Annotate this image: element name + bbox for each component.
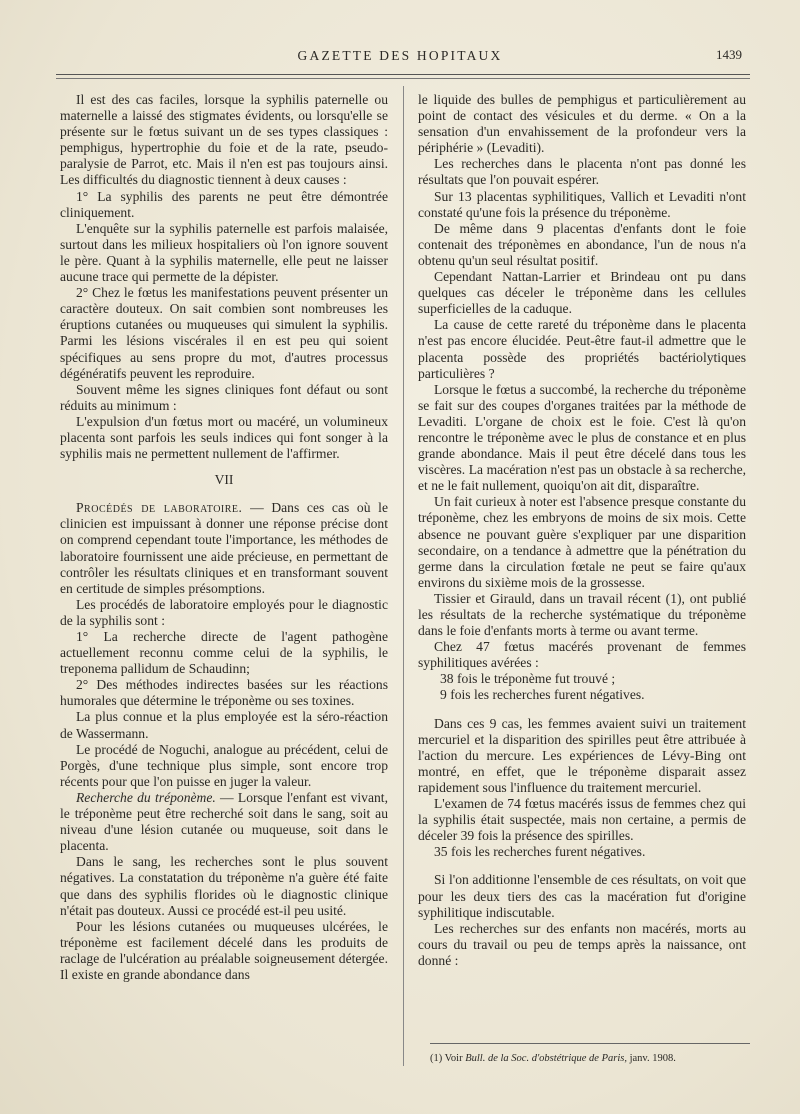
paragraph-text: — Lorsque l'enfant est vivant, le tréponème peut être recherché soit dans le sang, soit au niveau d'une lésion cutanée ou muqueuse, soit dans le placenta. [60, 789, 388, 854]
paragraph: L'enquête sur la syphilis paternelle est parfois malaisée, surtout dans les milieux hospitaliers où l'on ignore souvent le père. Quant à la syphilis maternelle, elle peut ne laisser aucune trace qui permette de la dépister. [60, 220, 388, 285]
paragraph: Tissier et Girauld, dans un travail récent (1), ont publié les résultats de la recherche systématique du tréponème dans le foie d'enfants morts à terme ou avant terme. [418, 590, 746, 639]
paragraph: Souvent même les signes cliniques font défaut ou sont réduits au minimum : [60, 381, 388, 413]
paragraph [60, 500, 388, 597]
paragraph: Un fait curieux à noter est l'absence presque constante du tréponème, chez les embryons de moins de six mois. Cette absence ne pouvant guère s'expliquer par une disparition secondaire, on a tendance à admettre que la pénétration du germe dans la circulation fœtale ne peut se faire qu'aux environs du sixième mois de la grossesse. [418, 494, 746, 590]
footnote-prefix: (1) Voir [430, 1053, 466, 1064]
section-heading: Procédés de laboratoire. [76, 500, 243, 516]
paragraph: Cependant Nattan-Larrier et Brindeau ont pu dans quelques cas déceler le tréponème dans les cellules superficielles de la caduque. [418, 269, 746, 317]
left-column [60, 92, 388, 983]
paragraph: La cause de cette rareté du tréponème dans le placenta n'est pas encore élucidée. Peut-être faut-il admettre que le placenta possède des propriétés bactériolytiques particulières ? [418, 317, 746, 381]
footnote-rule [430, 1043, 750, 1044]
paragraph: L'expulsion d'un fœtus mort ou macéré, un volumineux placenta sont parfois les seuls indices qui font songer à la syphilis mais ne permettent nullement de l'affirmer. [60, 413, 388, 462]
paragraph [60, 790, 388, 854]
paragraph: L'examen de 74 fœtus macérés issus de femmes chez qui la syphilis était suspectée, mais non certaine, a permis de déceler 39 fois la présence des spirilles. [418, 796, 746, 844]
list-item: 9 fois les recherches furent négatives. [440, 687, 645, 703]
footnote [430, 1052, 750, 1065]
page-header [50, 44, 750, 68]
paragraph: Il est des cas faciles, lorsque la syphilis paternelle ou maternelle a laissé des stigmates évidents, ou lorsqu'elle se présente sur le fœtus suivant un de ses types classiques : pemphigus, hypertrophie du foie et de la rate, pseudo-paralysie de Parrot, etc. Mais il n'en est pas toujours ainsi. Les difficultés du diagnostic tiennent à deux causes : [60, 92, 388, 188]
list-item: 35 fois les recherches furent négatives. [434, 844, 646, 860]
footnote-suffix: janv. 1908. [626, 1053, 676, 1064]
column-divider [403, 86, 404, 1066]
paragraph: Dans le sang, les recherches sont le plus souvent négatives. La constatation du tréponème n'a guère été faite que dans des syphilis florides où le diagnostic clinique n'était pas douteux. Aussi ce procédé est-il peu usité. [60, 854, 388, 918]
header-rule-secondary [56, 78, 750, 79]
paragraph: 1° La recherche directe de l'agent pathogène actuellement reconnu comme celui de la syphilis, le treponema pallidum de Schaudinn; [60, 629, 388, 677]
paragraph: Les recherches dans le placenta n'ont pas donné les résultats que l'on pouvait espérer. [418, 156, 746, 188]
subsection-heading: Recherche du tréponème. [76, 789, 216, 805]
paragraph: La plus connue et la plus employée est la séro-réaction de Wassermann. [60, 709, 388, 741]
right-column [418, 92, 746, 969]
paragraph: Si l'on additionne l'ensemble de ces résultats, on voit que pour les deux tiers des cas la macération fut d'origine syphilitique indiscutable. [418, 872, 746, 920]
paragraph: Sur 13 placentas syphilitiques, Vallich et Levaditi n'ont constaté qu'une fois la présence du tréponème. [418, 188, 746, 220]
paragraph: Les recherches sur des enfants non macérés, morts au cours du travail ou peu de temps après la naissance, ont donné : [418, 920, 746, 968]
paragraph: Lorsque le fœtus a succombé, la recherche du tréponème se fait sur des coupes d'organes traitées par la méthode de Levaditi. L'organe de choix est le foie. C'est là qu'on rencontre le tréponème avec le plus de constance et en plus grande abondance. Mais il peut être décelé dans tous les viscères. La macération n'est pas un obstacle à sa recherche, et ne le fait nullement, quoiqu'on ait dit, disparaître. [418, 381, 746, 494]
paragraph: le liquide des bulles de pemphigus et particulièrement au point de contact des vésicules et du derme. « On a la sensation d'un envahissement de la profondeur vers la périphérie » (Levaditi). [418, 92, 746, 156]
paragraph: 2° Des méthodes indirectes basées sur les réactions humorales que détermine le tréponème ou ses toxines. [60, 677, 388, 709]
paragraph-text: — Dans ces cas où le clinicien est impuissant à donner une réponse précise dont on comprend cependant toute l'importance, les méthodes de laboratoire fournissent une aide précieuse, en permettant de contrôler les résultats cliniques et en transformant souvent en certitude de simples présomptions. [60, 500, 388, 596]
paragraph: De même dans 9 placentas d'enfants dont le foie contenait des tréponèmes en abondance, l'un de nous n'a obtenu qu'un seul résultat positif. [418, 220, 746, 268]
paragraph: Chez 47 fœtus macérés provenant de femmes syphilitiques avérées : [418, 639, 746, 671]
running-title: GAZETTE DES HOPITAUX [297, 48, 503, 63]
paragraph: 1° La syphilis des parents ne peut être démontrée cliniquement. [60, 188, 388, 220]
paragraph: Dans ces 9 cas, les femmes avaient suivi un traitement mercuriel et la disparition des spirilles peut être attribuée à l'action du mercure. Les expériences de Lévy-Bing ont montré, en effet, que le tréponème disparait assez rapidement sous l'influence du traitement mercuriel. [418, 715, 746, 795]
page-number: 1439 [716, 47, 742, 62]
paragraph: Pour les lésions cutanées ou muqueuses ulcérées, le tréponème est facilement décelé dans les produits de raclage de l'ulcération au préalable soigneusement détergée. Il existe en grande abondance dans [60, 918, 388, 982]
paragraph: 2° Chez le fœtus les manifestations peuvent présenter un caractère douteux. On sait combien sont nombreuses les éruptions cutanées ou muqueuses qui simulent la syphilis. Parmi les lésions viscérales il en est peu qui soient spécifiques au sens propre du mot, d'autres processus dégénératifs peuvent les reproduire. [60, 285, 388, 381]
footnote-citation: Bull. de la Soc. d'obstétrique de Paris, [465, 1053, 627, 1064]
paragraph: Les procédés de laboratoire employés pour le diagnostic de la syphilis sont : [60, 596, 388, 628]
paragraph: Le procédé de Noguchi, analogue au précédent, celui de Porgès, d'une technique plus simple, sont encore trop récents pour que l'on puisse en juger la valeur. [60, 741, 388, 789]
list-item: 38 fois le tréponème fut trouvé ; [440, 671, 616, 687]
header-rule [56, 74, 750, 75]
section-number: VII [214, 472, 234, 488]
